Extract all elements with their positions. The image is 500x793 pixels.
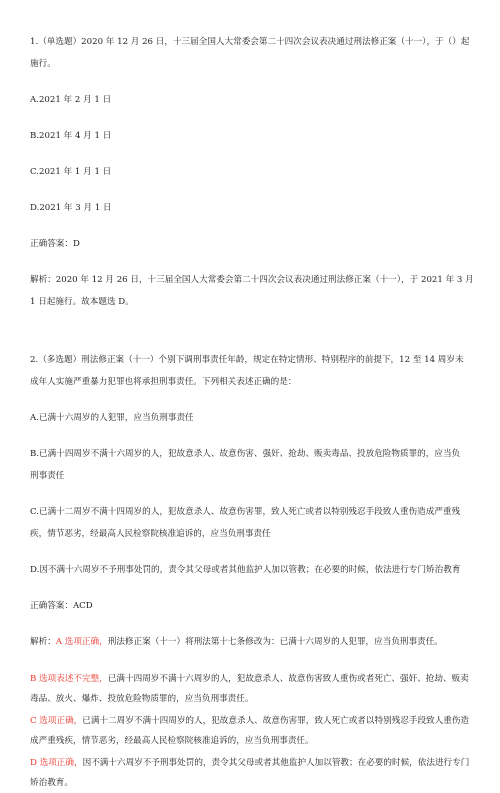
analysis-c-text: 已满十二周岁不满十四周岁的人，犯故意杀人、故意伤害罪，致人死亡或者以特别残忍手段致人重伤造成严重残疾，情节恶劣，经最高人民检察院核准追诉的，应当负刑事责任。 <box>30 716 470 746</box>
q2-option-c-line2: 疾，情节恶劣，经最高人民检察院核准追诉的，应当负刑事责任 <box>30 529 271 539</box>
q1-analysis-line2: 1 日起施行。故本题选 D。 <box>30 297 134 307</box>
analysis-d-text: 因不满十六周岁不予刑事处罚的，责令其父母或者其他监护人加以管教；在必要的时候，依法进行专门矫治教育。 <box>30 758 470 788</box>
q1-option-a: A.2021 年 2 月 1 日 <box>30 95 112 105</box>
q1-option-b: B.2021 年 4 月 1 日 <box>30 131 112 141</box>
q1-option-c: C.2021 年 1 月 1 日 <box>30 167 112 177</box>
q2-option-b-line1: B.已满十四周岁不满十六周岁的人，犯故意杀人、故意伤害、强奸、抢劫、贩卖毒品、投放危险物质罪的，应当负 <box>30 449 461 459</box>
q2-option-a: A.已满十六周岁的人犯罪，应当负刑事责任 <box>30 413 194 423</box>
q2-option-c-line1: C.已满十二周岁不满十四周岁的人，犯故意杀人、故意伤害罪，致人死亡或者以特别残忍手段致人重伤造成严重残 <box>30 507 461 517</box>
q1-option-d: D.2021 年 3 月 1 日 <box>30 203 112 213</box>
analysis-a-label: A 选项正确， <box>55 637 108 647</box>
analysis-c-label: C 选项正确， <box>30 716 83 726</box>
analysis-a-text: 刑法修正案（十一）将刑法第十七条修改为：已满十六周岁的人犯罪，应当负刑事责任。 <box>107 637 443 647</box>
q1-stem-line2: 施行。 <box>30 59 56 69</box>
q1-stem-line1: 1.（单选题）2020 年 12 月 26 日，十三届全国人大常委会第二十四次会议表决通过刑法修正案（十一），于（）起 <box>30 37 470 47</box>
analysis-d-label: D 选项正确， <box>30 758 83 768</box>
q2-analysis-d <box>30 753 474 793</box>
q1-analysis-line1: 解析：2020 年 12 月 26 日，十三届全国人大常委会第二十四次会议表决通过刑法修正案（十一），于 2021 年 3 月 <box>30 275 474 285</box>
q2-stem-line1: 2.（多选题）刑法修正案（十一）个别下调刑事责任年龄，规定在特定情形、特别程序的前提下，12 至 14 周岁未 <box>30 355 464 365</box>
analysis-b-text: 已满十四周岁不满十六周岁的人，犯故意杀人、故意伤害致人重伤或者死亡、强奸、抢劫、贩卖毒品、放火、爆炸、投放危险物质罪的，应当负刑事责任。 <box>30 674 469 704</box>
q2-stem-line2: 成年人实施严重暴力犯罪也将承担刑事责任。下列相关表述正确的是： <box>30 377 297 387</box>
q2-option-b-line2: 刑事责任 <box>30 471 65 481</box>
q2-analysis-a <box>30 631 474 653</box>
q2-answer: 正确答案：ACD <box>30 601 93 611</box>
analysis-b-label: B 选项表述不完整， <box>30 674 108 684</box>
analysis-prefix: 解析： <box>30 637 56 647</box>
q2-analysis-b <box>30 669 474 709</box>
q2-option-d: D.因不满十六周岁不予刑事处罚的，责令其父母或者其他监护人加以管教；在必要的时候，依法进行专门矫治教育 <box>30 565 461 575</box>
q2-analysis-c <box>30 711 474 751</box>
q1-answer: 正确答案：D <box>30 239 80 249</box>
